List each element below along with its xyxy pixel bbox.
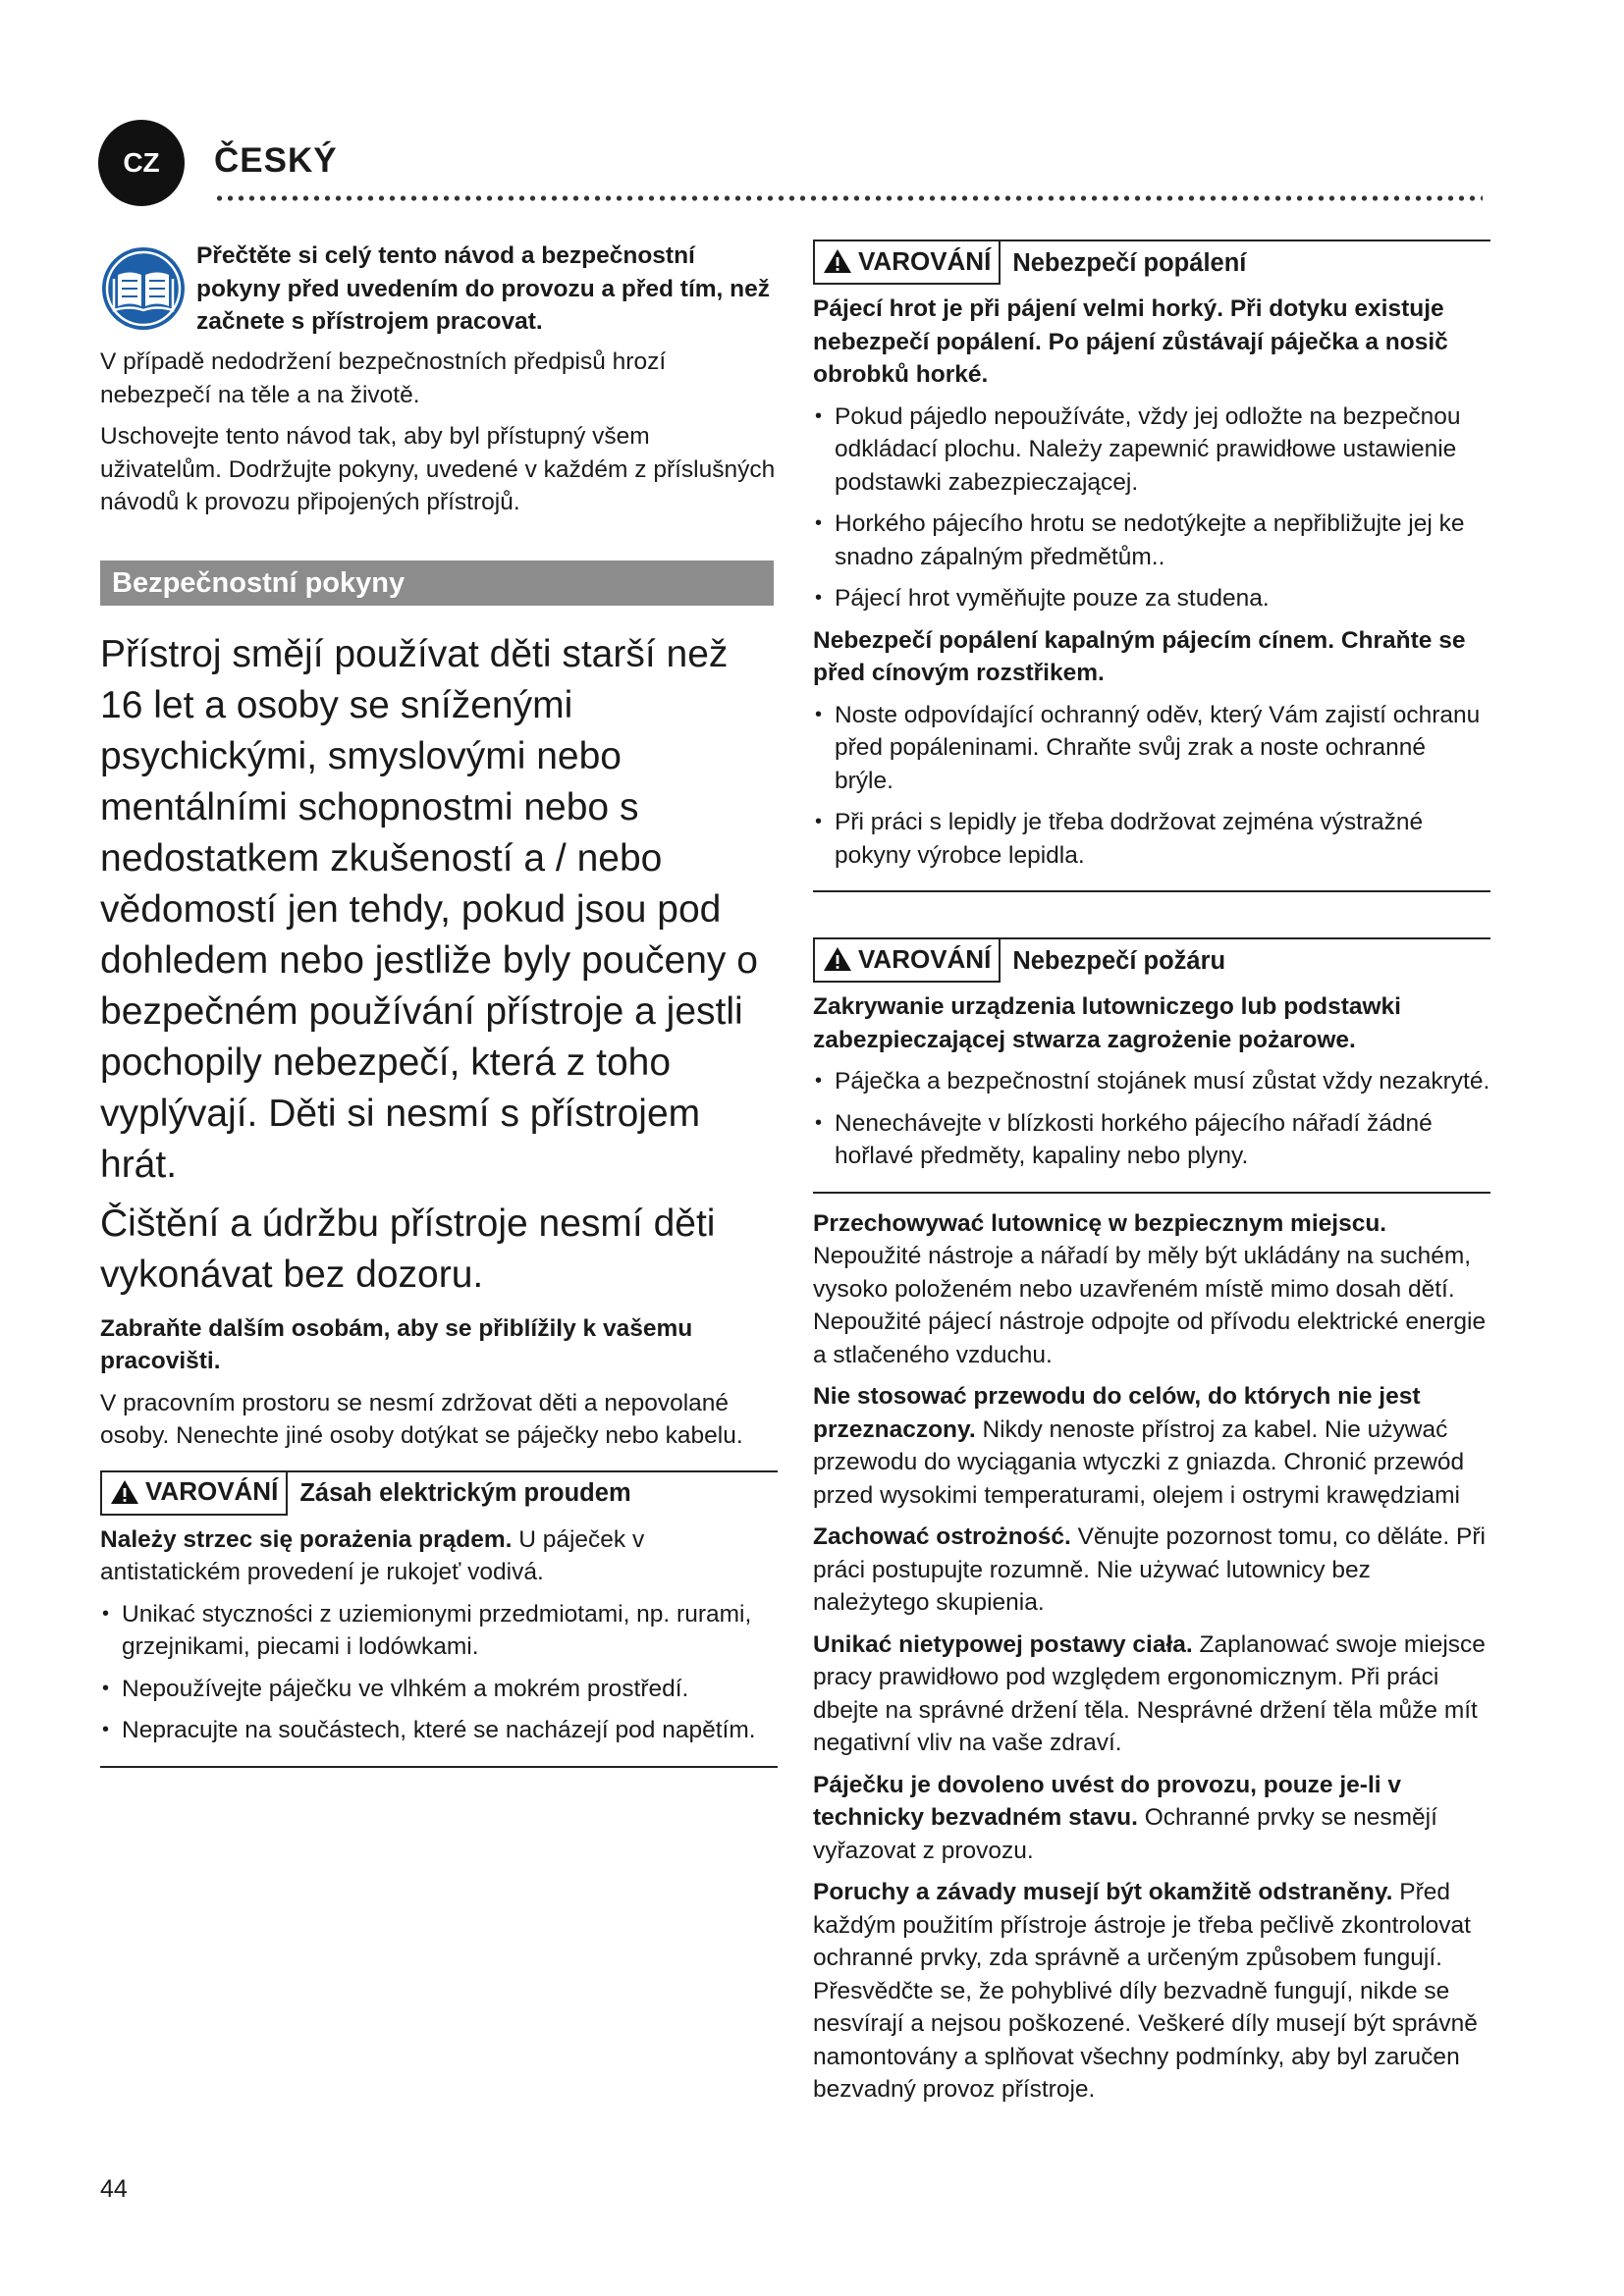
warning-bullets — [813, 1065, 1490, 1173]
safety-paragraph: Unikać nietypowej postawy ciała. Zaplanować swoje miejsce pracy prawidłowo pod względem ergonomicznym. Při práci dbejte na správné držení těla. Nesprávné držení těla může mít negativní vliv na vaše zdraví. — [813, 1630, 1486, 1756]
page-number: 44 — [100, 2175, 128, 2203]
warning-bullets — [813, 400, 1490, 615]
manual-book-icon — [100, 245, 187, 332]
list-item: • Pájecí hrot vyměňujte pouze za studena. — [813, 582, 1490, 615]
list-item: • Nepracujte na součástech, které se nacházejí pod napětím. — [100, 1714, 778, 1747]
warning-title: Zásah elektrickým proudem — [299, 1479, 631, 1507]
warning-lead: Należy strzec się porażenia prądem. U páječek v antistatickém provedení je rukojeť vodivá. — [100, 1525, 645, 1585]
warning-subhead: Nebezpečí popálení kapalným pájecím cínem. Chraňte se před cínovým rozstřikem. — [813, 626, 1466, 686]
warning-triangle-icon — [823, 946, 852, 972]
warning-triangle-icon — [823, 248, 852, 274]
workspace-bold: Zabraňte dalším osobám, aby se přiblížily k vašemu pracovišti. — [100, 1314, 693, 1374]
warning-tag — [813, 240, 1001, 285]
cleaning-safety-text: Čištění a údržbu přístroje nesmí děti vykonávat bez dozoru. — [100, 1201, 716, 1296]
safety-paragraph: Zachować ostrożność. Věnujte pozornost tomu, co děláte. Při práci postupujte rozumně. Nie używać lutownicy bez należytego skupienia. — [813, 1523, 1486, 1616]
safety-paragraph: Páječku je dovoleno uvést do provozu, pouze je-li v technicky bezvadném stavu. Ochranné prvky se nesmějí vyřazovat z provozu. — [813, 1771, 1437, 1864]
warning-title: Nebezpečí požáru — [1012, 946, 1226, 975]
warning-lead: Zakrywanie urządzenia lutowniczego lub podstawki zabezpieczającej stwarza zagrożenie pożarowe. — [813, 993, 1401, 1053]
intro-paragraph-1: V případě nedodržení bezpečnostních předpisů hrozí nebezpečí na těle a na životě. — [100, 348, 667, 408]
warning-tag — [100, 1470, 288, 1516]
warning-tag — [813, 937, 1001, 983]
warning-lead: Pájecí hrot je při pájení velmi horký. Při dotyku existuje nebezpečí popálení. Po pájení zůstávají páječka a nosič obrobků horké. — [813, 295, 1448, 388]
children-safety-text: Přístroj smějí používat děti starší než 16 let a osoby se sníženými psychickými, smyslovými nebo mentálními schopnostmi nebo s nedostatkem zkušeností a / nebo vědomostí jen tehdy, pokud jsou pod dohledem nebo jestliže byly poučeny o bezpečném používání přístroje a jestli pochopily nebezpečí, která z toho vyplývají. Děti si nesmí s přístrojem hrát. — [100, 632, 758, 1186]
right-paragraphs — [813, 1207, 1490, 2107]
list-item: • Nenechávejte v blízkosti horkého pájecího nářadí žádné hořlavé předměty, kapaliny nebo plyny. — [813, 1107, 1490, 1173]
dotted-divider — [214, 194, 1483, 202]
warning-fire — [813, 937, 1490, 1194]
left-column — [100, 240, 778, 1768]
intro-bold-text: Přečtěte si celý tento návod a bezpečnostní pokyny před uvedením do provozu a před tím, než začnete s přístrojem pracovat. — [196, 242, 771, 335]
warning-triangle-icon — [110, 1479, 139, 1505]
list-item: • Pokud pájedlo nepoužíváte, vždy jej odložte na bezpečnou odkládací plochu. Należy zapewnić prawidłowe ustawienie podstawki zabezpieczającej. — [813, 400, 1490, 500]
warning-label: VAROVÁNÍ — [145, 1476, 279, 1506]
warning-title: Nebezpečí popálení — [1012, 248, 1247, 277]
section-heading: Bezpečnostní pokyny — [100, 561, 774, 606]
list-item: • Unikać styczności z uziemionymi przedmiotami, np. rurami, grzejnikami, piecami i lodówkami. — [100, 1598, 778, 1664]
page-header — [98, 120, 1483, 208]
list-item: • Horkého pájecího hrotu se nedotýkejte a nepřibližujte jej ke snadno zápalným předmětům.. — [813, 507, 1490, 573]
list-item: • Nepoužívejte páječku ve vlhkém a mokrém prostředí. — [100, 1673, 778, 1706]
warning-label: VAROVÁNÍ — [858, 943, 992, 974]
safety-paragraph: Nie stosować przewodu do celów, do których nie jest przeznaczony. Nikdy nenoste přístroj za kabel. Nie używać przewodu do wyciągania wtyczki z gniazda. Chronić przewód przed wysokimi temperaturami, olejem i ostrymi krawędziami — [813, 1383, 1465, 1509]
intro-notice — [100, 240, 778, 342]
intro-paragraph-2: Uschovejte tento návod tak, aby byl přístupný všem uživatelům. Dodržujte pokyny, uvedené v každém z příslušných návodů k provozu připojených přístrojů. — [100, 423, 776, 515]
list-item: • Při práci s lepidly je třeba dodržovat zejména výstražné pokyny výrobce lepidla. — [813, 806, 1490, 872]
warning-electric-shock — [100, 1470, 778, 1768]
right-column — [813, 240, 1490, 2115]
language-title: ČESKÝ — [214, 141, 338, 180]
warning-bullets — [813, 699, 1490, 873]
safety-paragraph: Przechowywać lutownicę w bezpiecznym miejscu. Nepoužité nástroje a nářadí by měly být ukládány na suchém, vysoko položeném nebo uzavřeném místě mimo dosah dětí. Nepoužité pájecí nástroje odpojte od přívodu elektrické energie a stlačeného vzduchu. — [813, 1209, 1487, 1368]
language-badge: CZ — [98, 120, 185, 206]
workspace-text: V pracovním prostoru se nesmí zdržovat děti a nepovolané osoby. Nenechte jiné osoby dotýkat se páječky nebo kabelu. — [100, 1389, 743, 1449]
list-item: • Noste odpovídající ochranný oděv, který Vám zajistí ochranu před popáleninami. Chraňte svůj zrak a noste ochranné brýle. — [813, 699, 1490, 798]
warning-burn — [813, 240, 1490, 892]
warning-bullets — [100, 1598, 778, 1747]
list-item: • Páječka a bezpečnostní stojánek musí zůstat vždy nezakryté. — [813, 1065, 1490, 1098]
warning-label: VAROVÁNÍ — [858, 245, 992, 276]
safety-paragraph: Poruchy a závady musejí být okamžitě odstraněny. Před každým použitím přístroje ástroje je třeba pečlivě zkontrolovat ochranné prvky, zda správně a určeným způsobem fungují. Přesvědčte se, že pohyblivé díly bezvadně fungují, nikde se nesvírají a nejsou poškozené. Veškeré díly musejí být správně namontovány a splňovat všechny podmínky, aby byl zaručen bezvadný provoz přístroje. — [813, 1879, 1478, 2103]
